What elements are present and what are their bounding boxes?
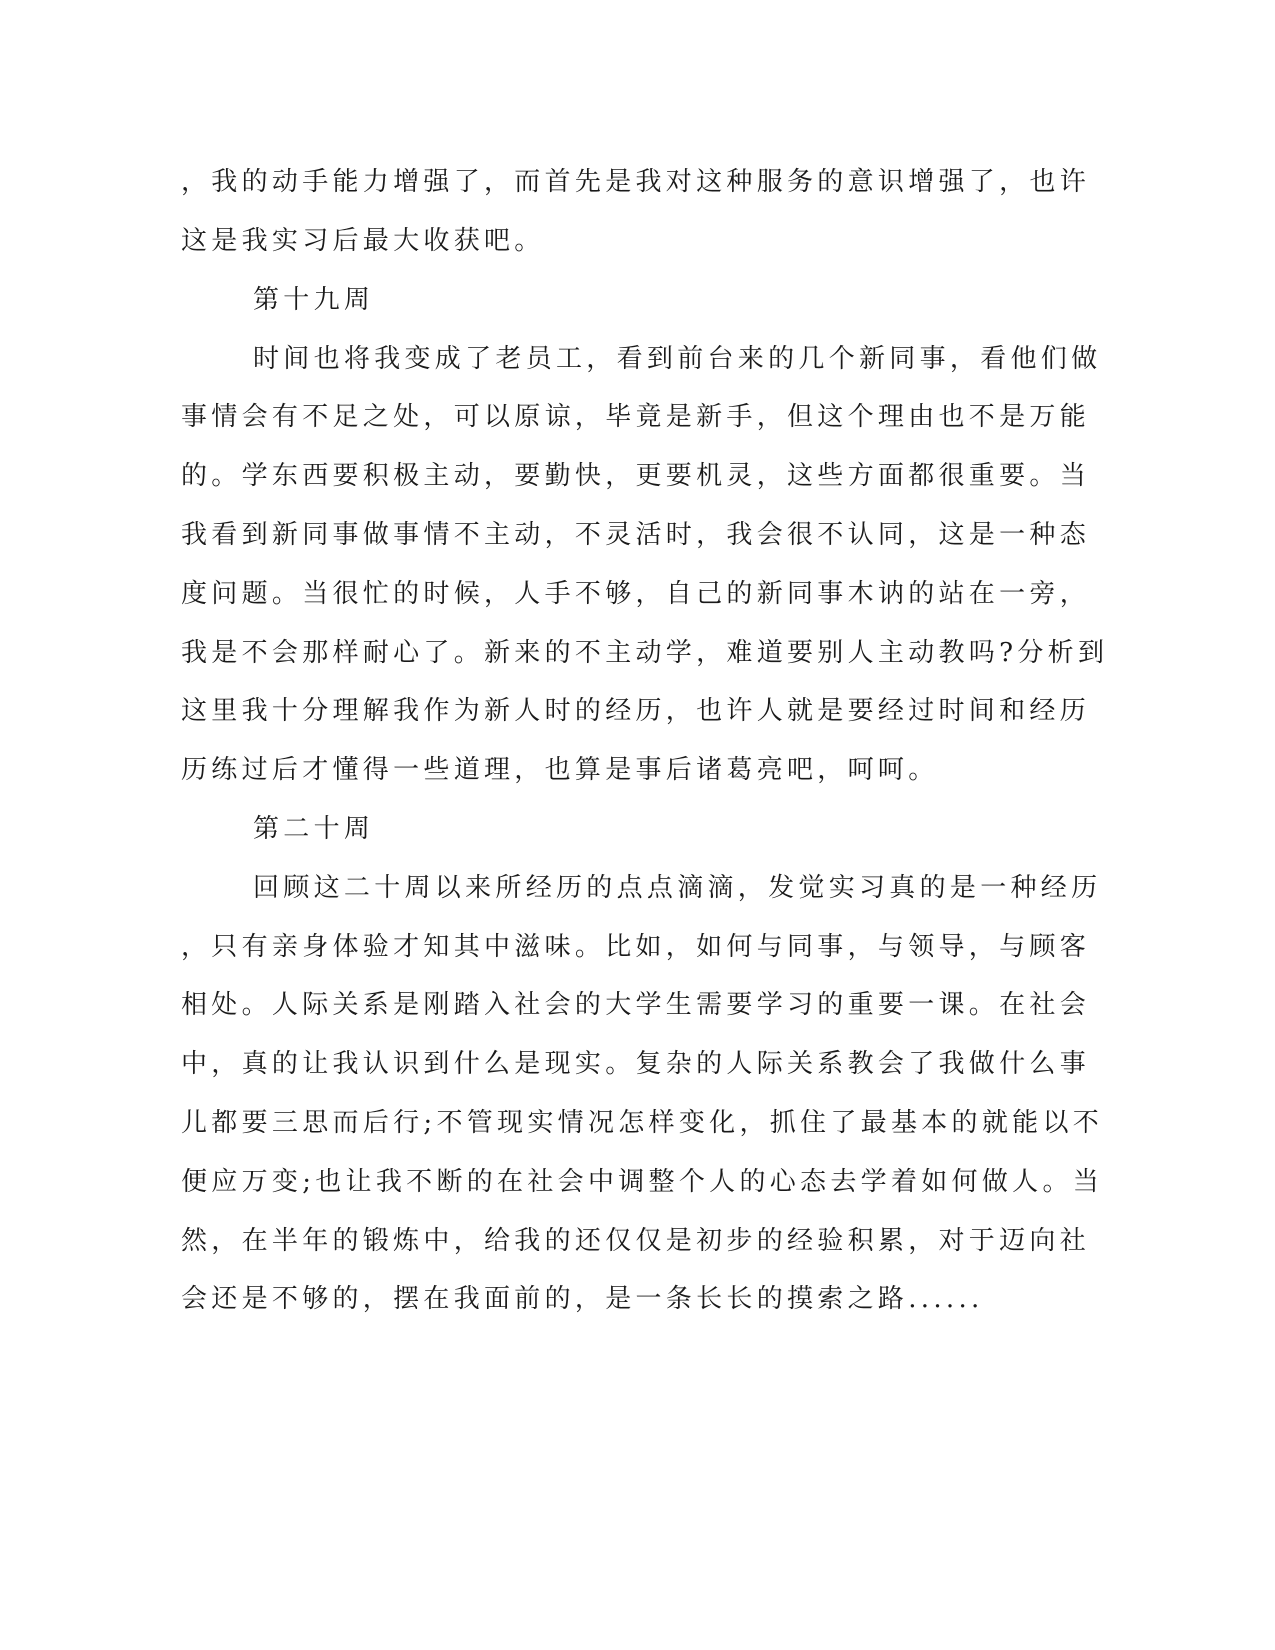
line-text: 会还是不够的，摆在我面前的，是一条长长的摸索之路......	[181, 1284, 984, 1314]
text-line	[0, 1221, 1275, 1261]
text-line	[0, 574, 1275, 614]
line-text: 度问题。当很忙的时候，人手不够，自己的新同事木讷的站在一旁，	[181, 579, 1091, 609]
text-line	[0, 750, 1275, 790]
section-heading	[0, 280, 1275, 320]
line-text: 儿都要三思而后行;不管现实情况怎样变化，抓住了最基本的就能以不	[181, 1108, 1104, 1138]
line-text: 我看到新同事做事情不主动，不灵活时，我会很不认同，这是一种态	[181, 520, 1091, 550]
text-line	[0, 691, 1275, 731]
line-text: ，我的动手能力增强了，而首先是我对这种服务的意识增强了，也许	[181, 167, 1091, 197]
text-line	[0, 221, 1275, 261]
heading-text: 第二十周	[253, 814, 375, 844]
text-line	[0, 1103, 1275, 1143]
section-heading	[0, 809, 1275, 849]
text-line	[0, 456, 1275, 496]
line-text: 回顾这二十周以来所经历的点点滴滴，发觉实习真的是一种经历	[253, 873, 1102, 903]
line-text: 相处。人际关系是刚踏入社会的大学生需要学习的重要一课。在社会	[181, 990, 1091, 1020]
text-line	[0, 633, 1275, 673]
heading-text: 第十九周	[253, 285, 375, 315]
text-line	[0, 162, 1275, 202]
line-text: 我是不会那样耐心了。新来的不主动学，难道要别人主动教吗?分析到	[181, 638, 1109, 668]
text-line	[0, 515, 1275, 555]
line-text: 时间也将我变成了老员工，看到前台来的几个新同事，看他们做	[253, 344, 1102, 374]
text-line	[0, 1279, 1275, 1319]
line-text: 便应万变;也让我不断的在社会中调整个人的心态去学着如何做人。当	[181, 1167, 1104, 1197]
line-text: 这是我实习后最大收获吧。	[181, 226, 545, 256]
line-text: 事情会有不足之处，可以原谅，毕竟是新手，但这个理由也不是万能	[181, 402, 1091, 432]
line-text: ，只有亲身体验才知其中滋味。比如，如何与同事，与领导，与顾客	[181, 932, 1091, 962]
text-line	[0, 985, 1275, 1025]
text-line	[0, 1044, 1275, 1084]
text-line	[0, 868, 1275, 908]
line-text: 然，在半年的锻炼中，给我的还仅仅是初步的经验积累，对于迈向社	[181, 1226, 1091, 1256]
line-text: 历练过后才懂得一些道理，也算是事后诸葛亮吧，呵呵。	[181, 755, 939, 785]
text-line	[0, 1162, 1275, 1202]
text-line	[0, 927, 1275, 967]
text-line	[0, 397, 1275, 437]
line-text: 这里我十分理解我作为新人时的经历，也许人就是要经过时间和经历	[181, 696, 1091, 726]
line-text: 的。学东西要积极主动，要勤快，更要机灵，这些方面都很重要。当	[181, 461, 1091, 491]
line-text: 中，真的让我认识到什么是现实。复杂的人际关系教会了我做什么事	[181, 1049, 1091, 1079]
text-line	[0, 339, 1275, 379]
